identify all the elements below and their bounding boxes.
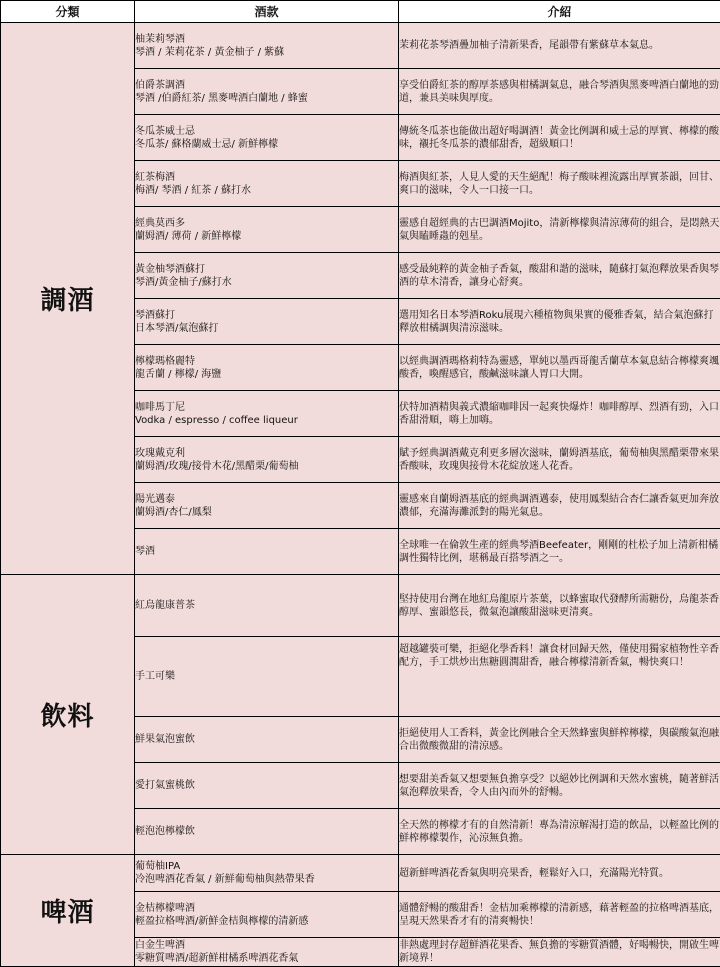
description-cell [399, 763, 720, 809]
drink-description: 靈感自超經典的古巴調酒Mojito，清新檸檬與清涼薄荷的組合，是悶熱天氣與瞌睡蟲的剋星。 [399, 217, 720, 243]
drink-description: 茉莉花茶琴酒疊加柚子清新果香，尾韻帶有紫蘇草本氣息。 [399, 39, 720, 52]
category-cocktail: 調酒 [1, 23, 135, 575]
drink-cell [135, 637, 399, 717]
drink-name: 紅茶梅酒 [135, 171, 398, 184]
drink-name: 輕泡泡檸檬飲 [135, 825, 398, 838]
drink-cell [135, 809, 399, 855]
drink-ingredients: 日本琴酒/氣泡蘇打 [135, 322, 398, 335]
drink-name: 黃金柚琴酒蘇打 [135, 263, 398, 276]
drink-name: 冬瓜茶威士忌 [135, 125, 398, 138]
drink-ingredients: 蘭姆酒/玫瑰/接骨木花/黑醋栗/葡萄柚 [135, 460, 398, 473]
drink-ingredients: 琴酒/黃金柚子/蘇打水 [135, 276, 398, 289]
header-row [1, 1, 720, 23]
drink-cell [135, 69, 399, 115]
drink-description: 超新鮮啤酒花香氣與明亮果香，輕鬆好入口，充滿陽光特質。 [399, 867, 720, 880]
description-cell [399, 717, 720, 763]
description-cell [399, 575, 720, 637]
drink-name: 咖啡馬丁尼 [135, 401, 398, 414]
description-cell [399, 161, 720, 207]
drink-name: 紅烏龍康普茶 [135, 599, 398, 612]
description-cell [399, 483, 720, 529]
description-cell [399, 437, 720, 483]
drink-description: 傳統冬瓜茶也能做出超好喝調酒！黃金比例調和威士忌的厚實、檸檬的酸味，襯托冬瓜茶的濃郁甜香，超級順口！ [399, 125, 720, 151]
drink-ingredients: 冷泡啤酒花香氣 / 新鮮葡萄柚與熱帶果香 [135, 873, 398, 886]
drink-cell [135, 345, 399, 391]
drink-description: 梅酒與紅茶，人見人愛的天生絕配！梅子酸味裡流露出厚實茶韻，回甘、爽口的滋味，令人一口接一口。 [399, 171, 720, 197]
drink-cell [135, 299, 399, 345]
drink-cell [135, 763, 399, 809]
drink-name: 琴酒 [135, 545, 398, 558]
description-cell [399, 253, 720, 299]
drink-description: 靈感來自蘭姆酒基底的經典調酒邁泰，使用鳳梨結合杏仁讓香氣更加奔放濃郁，充滿海灘派對的陽光氣息。 [399, 493, 720, 519]
description-cell [399, 637, 720, 717]
drink-cell [135, 23, 399, 69]
drink-name: 檸檬瑪格麗特 [135, 355, 398, 368]
category-beer: 啤酒 [1, 855, 135, 967]
drink-description: 超越罐裝可樂，拒絕化學香料！讓食材回歸天然，僅使用獨家植物性辛香配方，手工烘炒出焦糖圓潤甜香，融合檸檬清新香氣，暢快爽口！ [399, 643, 720, 669]
table-row [1, 23, 720, 69]
drink-description: 全球唯一在倫敦生產的經典琴酒Beefeater，剛剛的杜松子加上清新柑橘調性獨特比例，堪稱最百搭琴酒之一。 [399, 539, 720, 565]
drink-name: 鮮果氣泡蜜飲 [135, 733, 398, 746]
description-cell [399, 892, 720, 938]
drink-name: 愛打氣蜜桃飲 [135, 779, 398, 792]
drink-cell [135, 483, 399, 529]
table-row [1, 855, 720, 892]
drink-ingredients: 零糖質啤酒/超新鮮柑橘系啤酒花香氣 [135, 952, 398, 965]
drink-cell [135, 161, 399, 207]
drink-ingredients: 梅酒/ 琴酒 / 紅茶 / 蘇打水 [135, 184, 398, 197]
header-description: 介紹 [399, 1, 720, 23]
drink-description: 選用知名日本琴酒Roku展現六種植物與果實的優雅香氣，結合氣泡蘇打釋放柑橘調與清涼滋味。 [399, 309, 720, 335]
drink-name: 金桔檸檬啤酒 [135, 902, 398, 915]
description-cell [399, 809, 720, 855]
drink-name: 葡萄柚IPA [135, 860, 398, 873]
description-cell [399, 23, 720, 69]
drink-cell [135, 717, 399, 763]
drink-cell [135, 437, 399, 483]
drink-description: 全天然的檸檬才有的自然清新！專為清涼解渴打造的飲品，以輕盈比例的鮮榨檸檬製作，沁涼無負擔。 [399, 819, 720, 845]
drink-ingredients: 蘭姆酒/ 薄荷 / 新鮮檸檬 [135, 230, 398, 243]
drink-ingredients: 輕盈拉格啤酒/新鮮金桔與檸檬的清新感 [135, 915, 398, 928]
drink-ingredients: 龍舌蘭 / 檸檬/ 海鹽 [135, 368, 398, 381]
drink-name: 玫瑰戴克利 [135, 447, 398, 460]
description-cell [399, 855, 720, 892]
drink-ingredients: 琴酒 /伯爵紅茶/ 黑麥啤酒白蘭地 / 蜂蜜 [135, 92, 398, 105]
drink-description: 堅持使用台灣在地紅烏龍原片茶葉，以蜂蜜取代發酵所需糖份，烏龍茶香醇厚、蜜韻悠長，微氣泡讓酸甜滋味更清爽。 [399, 593, 720, 619]
drink-description: 伏特加酒精與義式濃縮咖啡因一起爽快爆炸！咖啡醇厚、烈酒有勁，入口香甜滑順，嗨上加嗨。 [399, 401, 720, 427]
drink-description: 通體舒暢的酸甜香！金桔加乘檸檬的清新感，藉著輕盈的拉格啤酒基底，呈現天然果香才有的清爽暢快！ [399, 902, 720, 928]
drink-description: 賦予經典調酒戴克利更多層次滋味，蘭姆酒基底，葡萄柚與黑醋栗帶來果香酸味，玫瑰與接骨木花綻放迷人花香。 [399, 447, 720, 473]
drink-cell [135, 575, 399, 637]
drink-cell [135, 253, 399, 299]
drink-cell [135, 529, 399, 575]
drink-name: 經典莫西多 [135, 217, 398, 230]
description-cell [399, 345, 720, 391]
header-category: 分類 [1, 1, 135, 23]
description-cell [399, 115, 720, 161]
drink-ingredients: 琴酒 / 茉莉花茶 / 黃金柚子 / 紫蘇 [135, 46, 398, 59]
description-cell [399, 391, 720, 437]
drink-name: 柚茉莉琴酒 [135, 33, 398, 46]
drink-name: 陽光邁泰 [135, 493, 398, 506]
drink-cell [135, 207, 399, 253]
drink-ingredients: 蘭姆酒/杏仁/鳳梨 [135, 506, 398, 519]
drink-cell [135, 938, 399, 967]
description-cell [399, 207, 720, 253]
drink-name: 伯爵茶調酒 [135, 79, 398, 92]
drink-name: 琴酒蘇打 [135, 309, 398, 322]
category-beverage: 飲料 [1, 575, 135, 855]
drink-cell [135, 391, 399, 437]
drink-description: 以經典調酒瑪格莉特為靈感，單純以墨西哥龍舌蘭草本氣息結合檸檬爽颯酸香，喚醒感官，酸鹹滋味讓人胃口大開。 [399, 355, 720, 381]
table-row [1, 575, 720, 637]
description-cell [399, 299, 720, 345]
drink-name: 白金生啤酒 [135, 939, 398, 952]
description-cell [399, 69, 720, 115]
drink-cell [135, 855, 399, 892]
header-drink: 酒款 [135, 1, 399, 23]
drink-ingredients: Vodka / espresso / coffee liqueur [135, 414, 398, 427]
drink-cell [135, 892, 399, 938]
drink-description: 非熱處理封存超鮮酒花果香、無負擔的零糖質酒體，好喝暢快，開啟生啤新境界！ [399, 939, 720, 965]
drink-ingredients: 冬瓜茶/ 蘇格蘭威士忌/ 新鮮檸檬 [135, 138, 398, 151]
description-cell [399, 529, 720, 575]
drink-name: 手工可樂 [135, 670, 398, 683]
description-cell [399, 938, 720, 967]
drink-cell [135, 115, 399, 161]
drink-description: 感受最純粹的黃金柚子香氣，酸甜和諧的滋味，隨蘇打氣泡釋放果香與琴酒的草木清香，讓身心舒爽。 [399, 263, 720, 289]
drink-description: 享受伯爵紅茶的醇厚茶感與柑橘調氣息，融合琴酒與黑麥啤酒白蘭地的勁道，兼具美味與厚度。 [399, 79, 720, 105]
drink-description: 拒絕使用人工香料，黃金比例融合全天然蜂蜜與鮮榨檸檬，與碳酸氣泡融合出微酸微甜的清涼感。 [399, 727, 720, 753]
drink-description: 想要甜美香氣又想要無負擔享受？以絕妙比例調和天然水蜜桃，隨著鮮活氣泡釋放果香，令人由內而外的舒暢。 [399, 773, 720, 799]
